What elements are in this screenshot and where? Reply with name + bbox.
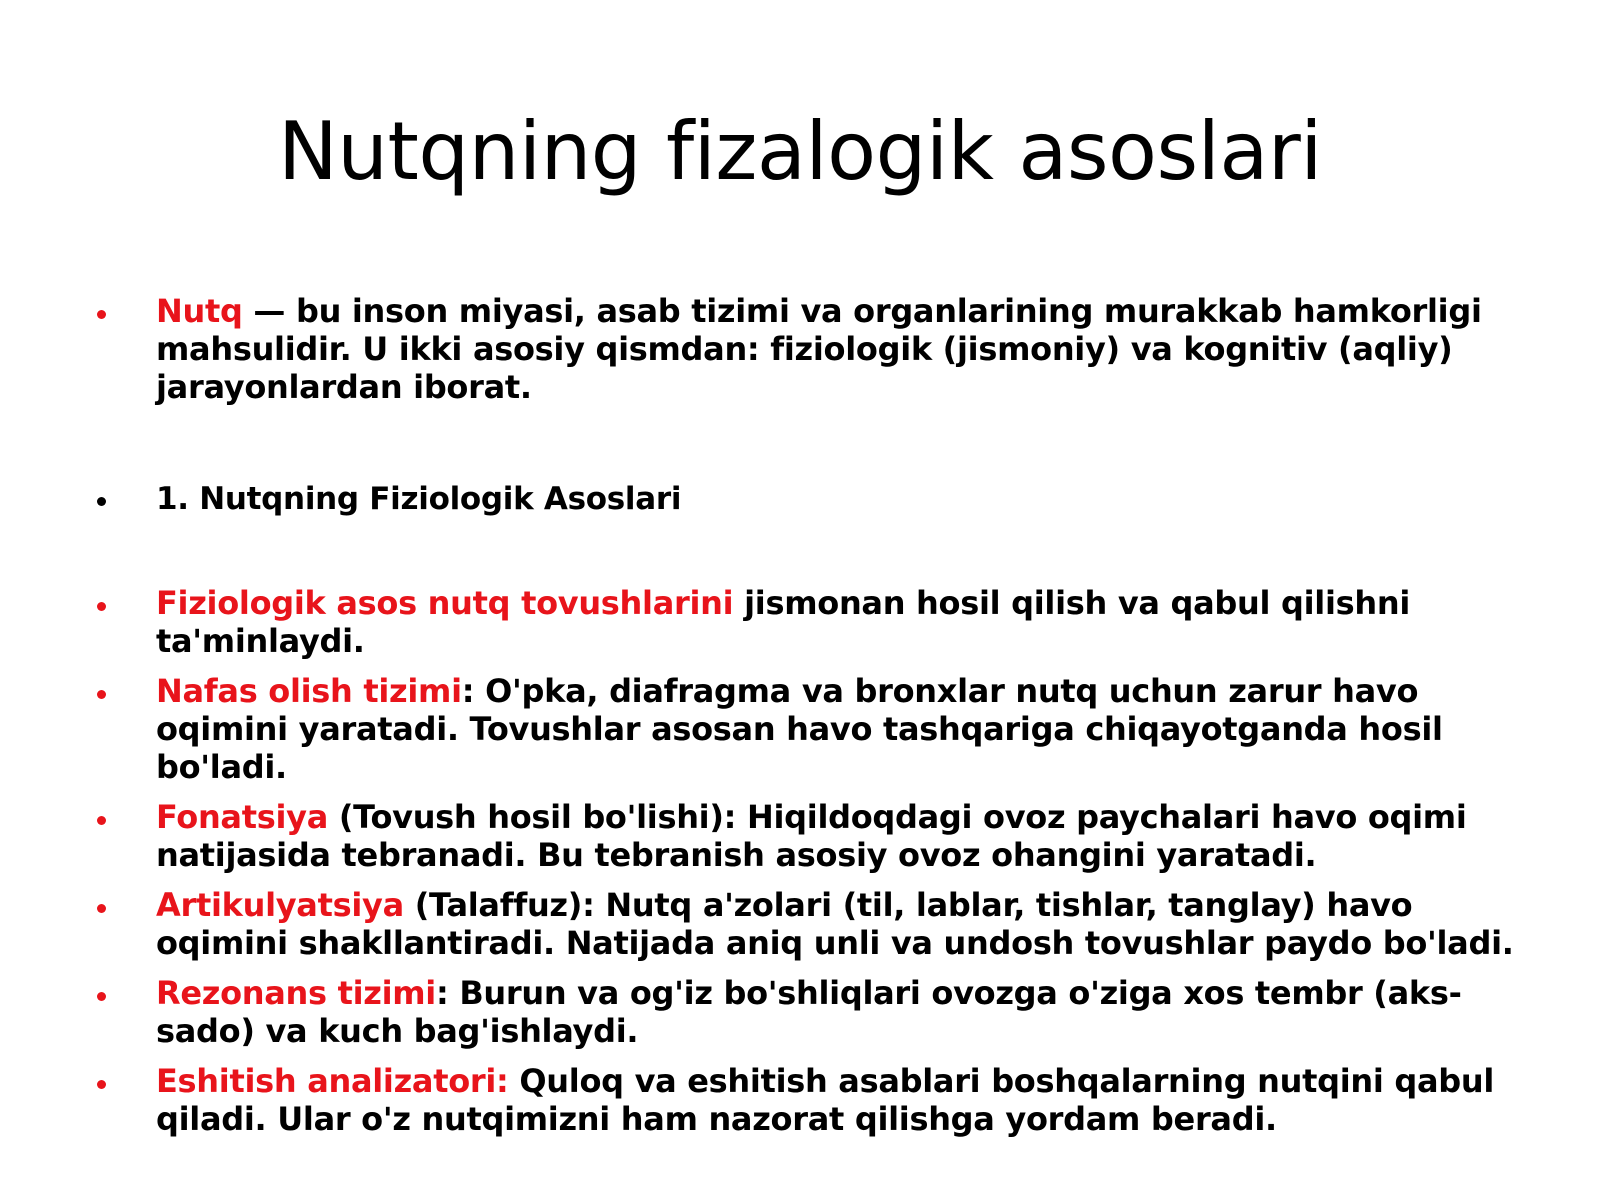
bullet-highlight: Nafas olish tizimi (156, 672, 462, 710)
bullet-dot-icon (97, 310, 106, 319)
bullet-highlight: Artikulyatsiya (156, 886, 404, 924)
bullet-item (90, 974, 1530, 1050)
bullet-item (90, 1062, 1530, 1138)
bullet-text: Quloq va eshitish asablari boshqalarning nutqini qabul qiladi. Ular o'z nutqimizni ham nazorat qilishga yordam beradi. (156, 1062, 1495, 1138)
bullet-item (90, 584, 1530, 660)
bullet-dot-icon (97, 816, 106, 825)
bullet-dot-icon (97, 690, 106, 699)
bullet-highlight: Rezonans tizimi (156, 974, 436, 1012)
bullet-dot-icon (97, 497, 106, 506)
bullet-text: (Tovush hosil bo'lishi): Hiqildoqdagi ovoz paychalari havo oqimi natijasida tebranadi. Bu tebranish asosiy ovoz ohangini yaratadi. (156, 798, 1467, 874)
bullet-item (90, 479, 1530, 518)
bullet-text: (Talaffuz): Nutq a'zolari (til, lablar, tishlar, tanglay) havo oqimini shakllantiradi. Natijada aniq unli va undosh tovushlar paydo bo'ladi. (156, 886, 1514, 962)
bullet-highlight: Nutq (156, 292, 243, 330)
bullet-text: : Burun va og'iz bo'shliqlari ovozga o'ziga xos tembr (aks-sado) va kuch bag'ishlaydi. (156, 974, 1462, 1050)
bullet-item (90, 672, 1530, 786)
bullet-text: : O'pka, diafragma va bronxlar nutq uchun zarur havo oqimini yaratadi. Tovushlar asosan havo tashqariga chiqayotganda hosil bo'ladi. (156, 672, 1443, 786)
bullet-highlight: Eshitish analizatori: (156, 1062, 509, 1100)
bullet-highlight: Fiziologik asos nutq tovushlarini (156, 584, 734, 622)
bullet-item (90, 798, 1530, 874)
bullet-highlight: Fonatsiya (156, 798, 328, 836)
bullet-dot-icon (97, 992, 106, 1001)
bullet-dot-icon (97, 1080, 106, 1089)
bullet-text: jismonan hosil qilish va qabul qilishni ta'minlaydi. (156, 584, 1411, 660)
bullet-item (90, 886, 1530, 962)
bullet-list (90, 292, 1530, 1150)
bullet-dot-icon (97, 602, 106, 611)
section-heading: 1. Nutqning Fiziologik Asoslari (156, 481, 682, 517)
bullet-item (90, 292, 1530, 406)
bullet-text: — bu inson miyasi, asab tizimi va organlarining murakkab hamkorligi mahsulidir. U ikki asosiy qismdan: fiziologik (jismoniy) va kognitiv (aqliy) jarayonlardan iborat. (156, 292, 1482, 406)
bullet-dot-icon (97, 904, 106, 913)
slide-title: Nutqning fizalogik asoslari (277, 105, 1323, 198)
